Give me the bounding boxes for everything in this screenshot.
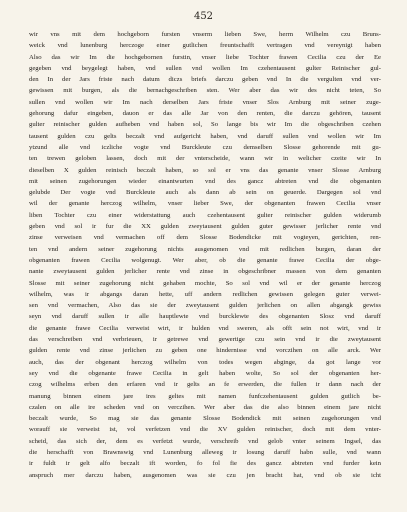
text-line: die genante frawe Cecilia verweist wirt, ir hulden vnd sweren, als offt sein not wirt, vnd ir xyxy=(29,324,381,332)
text-line: wir vns mit dem hochgeborn fursten vnserm lieben Swe, herrn Wilhelm czu Bruns- xyxy=(29,31,381,38)
text-line: nante zweytausent gulden jerlicher rente vnd zinse in obgeschribner massen von dem genanten xyxy=(29,268,381,276)
text-line: das verschreiben vnd verbrieuen, ir getrewe vnd gewertige czu sein vnd ir die zweytausent xyxy=(29,336,381,344)
text-line: gewissen mit burgen, als die bernachgeschriben sten. Wer aber das wir des nicht teten, So xyxy=(29,87,381,95)
text-line: sey vnd die obgenante frawe Cecilia in gelt haben wolte, So sol der obgenanten her- xyxy=(29,369,381,377)
text-line: weick vnd lunenburg herczoge einer gutlichen freuntschafft vertragen vnd vereynigt haben xyxy=(29,42,381,50)
text-line: ten vnd andern seiner zugehorung nichts ausgenomen vnd mit redlichen burgen, daran der xyxy=(29,245,381,253)
text-line: wilhelm, was ir abgangs daran hette, uff andern redlichen gewissen gelegen guter verwei- xyxy=(29,290,381,298)
text-line: liben Tochter czu einer widerstattung auch czehentausent gulter reinischer gulden widerumb xyxy=(29,211,381,219)
text-line: beczalt wurde, So mag sie das genante Slosse Bodendick mit seinen zugehorungen vnd xyxy=(29,415,381,423)
text-line: Also das wir Im die hochgebornen furstin, vnser liebe Tochter frawen Cecilia czu der Ee xyxy=(29,53,381,61)
text-line: gelubde Der vogte vnd Burckleute auch als dann ab sein on geuerde. Dargegen sol vnd xyxy=(29,189,381,197)
text-line: den In der Jars friste nach datum diczs briefs darczu geben vnd In die vergulten vnd ver- xyxy=(29,76,381,84)
text-line: tausent gulden czu gelts beczalt vnd aufgericht haben, vnd daruff sullen vnd wollen wir Im xyxy=(29,132,381,140)
body-text xyxy=(29,29,381,481)
text-line: sullen vnd wollen wir Im nach derselben Jars friste vnser Slos Arnburg mit seiner zuge- xyxy=(29,98,381,106)
text-line: gulden rente vnd zinse jerlichen zu geben one hindernisse vnd vorczihen on alle arck. Wer xyxy=(29,347,381,355)
text-line: gegeben vnd beygelegt haben, vnd sullen vnd wollen Im czehentausent gulter Reinischer gul- xyxy=(29,64,381,72)
text-line: manung binnen einem jare ires geltes mit namen funfczehentausent gulden gutlich be- xyxy=(29,392,381,400)
text-line: ten trewen geloben lassen, doch mit der vnterscheide, wann wir in welicher czeite wir In xyxy=(29,155,381,163)
text-line: Slosse mit seiner zugehorung nicht gehaben mochte, So sol vnd wil er der genante herczog xyxy=(29,279,381,287)
text-line: auch, das der obgenant herczog wilhelm von todes wegen abginge, da got lange vor xyxy=(29,358,381,366)
text-line: anspruch mer darczu haben, ausgenomen was sie czu jen bracht hat, vnd ob sie icht xyxy=(29,471,381,479)
text-line: zinse verweisen vnd vermachen off dem Slosse Bodendicke mit vogteyen, gerichten, ren- xyxy=(29,234,381,242)
text-line: gulter reinischer gulden aufheben vnd haben sol, So lange bis wir Im die obgeschriben czehen xyxy=(29,121,381,129)
text-line: gehorung dafur eingeben, dauon er das alle Jar von den renten, die darczu gehören, tausent xyxy=(29,110,381,118)
text-line: mit seinen zugehorungen wieder einantwurten vnd des gancz abtreten vnd die obgenanten xyxy=(29,177,381,185)
text-line: geben vnd sol ir fur die XX gulden zweytausent gulden guter gewisser jerlicher rente vnd xyxy=(29,223,381,231)
text-line: wil der genante herczog wilhelm, vnser lieber Swe, der obgenanten frawen Cecilia vnser xyxy=(29,200,381,208)
text-line: ir fuldt ir gelt alfo beczalt ift worden, fo fol fie des gancz abtreten vnd furder kein xyxy=(29,460,381,468)
text-line: obgenanten frawen Cecilia wolgenugt. Wer aber, ob die genante frawe Cecilia der obge- xyxy=(29,256,381,264)
text-line: sen vnd vermachen, Also das sie der zweytausent gulden jerlichen on allen abgangk gewiss xyxy=(29,302,381,310)
text-line: ytzund alle vnd iczliche vogte vnd Burckleute czu demselben Slosse gehorende mit gu- xyxy=(29,143,381,151)
text-line: czalen on alle ire scheden vnd on verczihen. Wer aber das die also binnen einem jare nicht xyxy=(29,403,381,411)
text-line: worauff sie verweist ist, vol verfetzen vnd die XV gulden reinischer, doch mit dem vnter- xyxy=(29,426,381,434)
text-line: czog wilhelms erben den erfaren vnd ir gelts an fe erwerden, die fullen ir dann nach der xyxy=(29,381,381,389)
text-line: scheid, das sich der, dem es verfetzt wurde, verschreib vnd gelob vnter seinem Ingsel, das xyxy=(29,437,381,445)
text-line: seyn vnd daruff sullen ir alle hauptlewte vnd burcklewte des obgenanten Slosz vnd daruff xyxy=(29,313,381,321)
page-number: 452 xyxy=(193,11,214,22)
text-line: dieselben X gulden reinisch beczalt haben, so sol er vns das genante vnser Slosse Arnburg xyxy=(29,166,381,174)
text-line: die herschafft von Brawnswig vnd Lunenburg alleweg ir losung daruff habn sulle, vnd wann xyxy=(29,448,381,456)
